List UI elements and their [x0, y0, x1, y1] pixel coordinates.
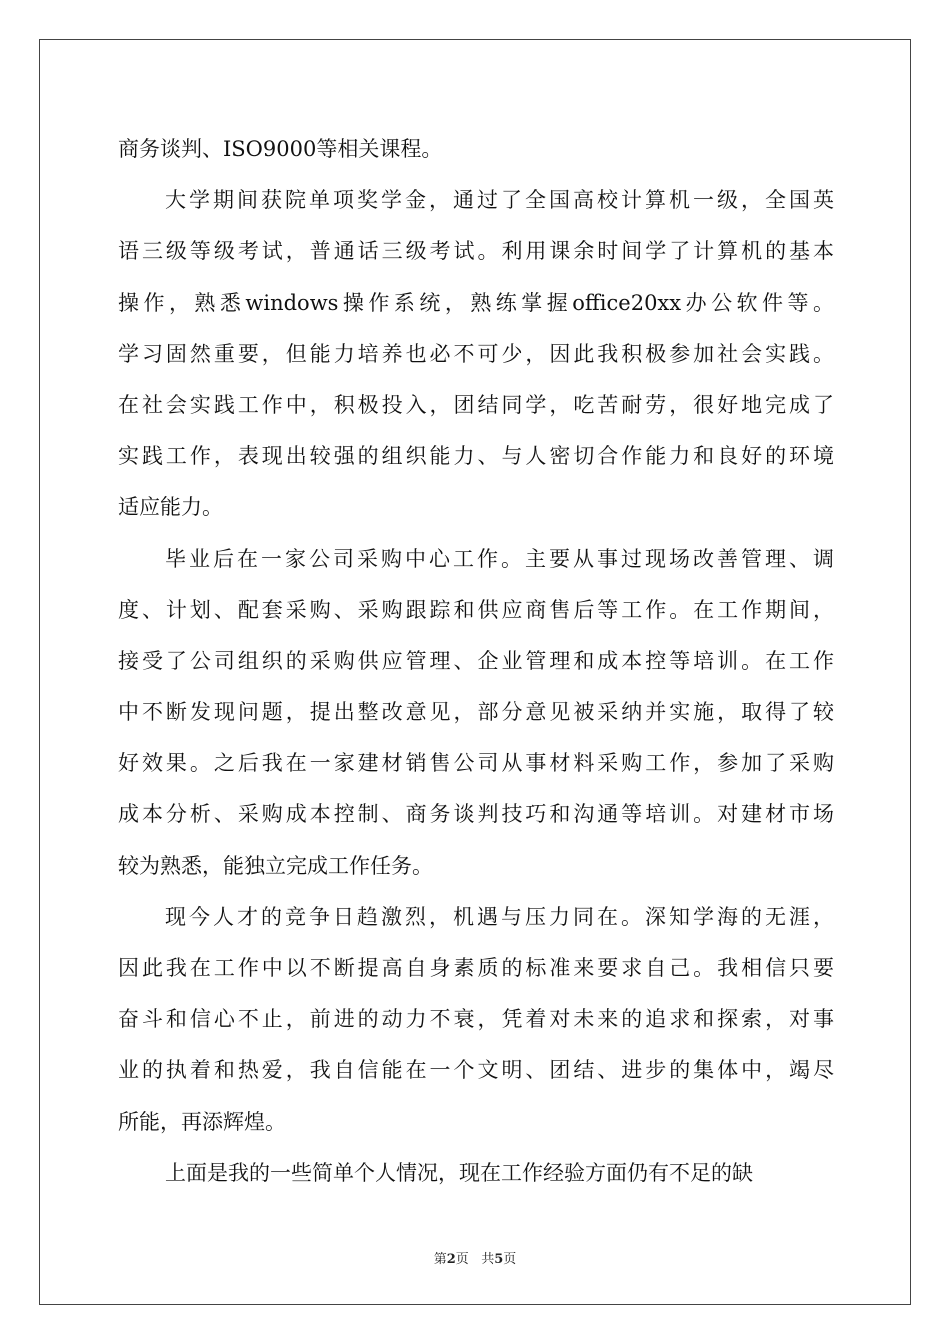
text-line: 奋斗和信心不止，前进的动力不衰，凭着对未来的追求和探索，对事: [118, 1007, 834, 1032]
paragraph: [118, 1148, 834, 1199]
paragraph: [118, 175, 834, 533]
footer-middle: 页 共: [455, 1252, 495, 1267]
text-line: 实践工作，表现出较强的组织能力、与人密切合作能力和良好的环境: [118, 444, 834, 469]
text-line: 度、计划、配套采购、采购跟踪和供应商售后等工作。在工作期间，: [118, 597, 834, 622]
paragraph: [118, 124, 834, 175]
text-line: 所能，再添辉煌。: [118, 1109, 286, 1134]
footer-total-pages: 5: [494, 1252, 504, 1267]
footer-page-number: 2: [446, 1252, 456, 1267]
text-line: 较为熟悉，能独立完成工作任务。: [118, 853, 433, 878]
text-line: 上面是我的一些简单个人情况，现在工作经验方面仍有不足的缺: [165, 1160, 753, 1185]
text-line: 操作，熟悉windows操作系统，熟练掌握office20xx办公软件等。: [118, 290, 834, 315]
text-line: 成本分析、采购成本控制、商务谈判技巧和沟通等培训。对建材市场: [118, 802, 834, 827]
text-line: 业的执着和热爱，我自信能在一个文明、团结、进步的集体中，竭尽: [118, 1058, 834, 1083]
text-line: 好效果。之后我在一家建材销售公司从事材料采购工作，参加了采购: [118, 751, 834, 776]
text-line: 在社会实践工作中，积极投入，团结同学，吃苦耐劳，很好地完成了: [118, 392, 834, 417]
page-footer: [0, 1248, 950, 1267]
text-line: 因此我在工作中以不断提高自身素质的标准来要求自己。我相信只要: [118, 956, 834, 980]
paragraph: [118, 892, 834, 1148]
document-body: [118, 124, 834, 1199]
footer-prefix: 第: [433, 1252, 447, 1267]
paragraph: [118, 534, 834, 892]
text-line: 毕业后在一家公司采购中心工作。主要从事过现场改善管理、调: [165, 546, 834, 571]
footer-suffix: 页: [503, 1252, 517, 1267]
text-line: 语三级等级考试，普通话三级考试。利用课余时间学了计算机的基本: [118, 239, 834, 264]
text-line: 接受了公司组织的采购供应管理、企业管理和成本控等培训。在工作: [118, 648, 834, 673]
text-line: 商务谈判、ISO9000等相关课程。: [118, 137, 443, 161]
text-line: 中不断发现问题，提出整改意见，部分意见被采纳并实施，取得了较: [118, 700, 834, 725]
text-line: 现今人才的竞争日趋激烈，机遇与压力同在。深知学海的无涯，: [165, 904, 834, 929]
text-line: 适应能力。: [118, 495, 223, 520]
text-line: 大学期间获院单项奖学金，通过了全国高校计算机一级，全国英: [165, 188, 834, 213]
text-line: 学习固然重要，但能力培养也必不可少，因此我积极参加社会实践。: [118, 341, 834, 366]
